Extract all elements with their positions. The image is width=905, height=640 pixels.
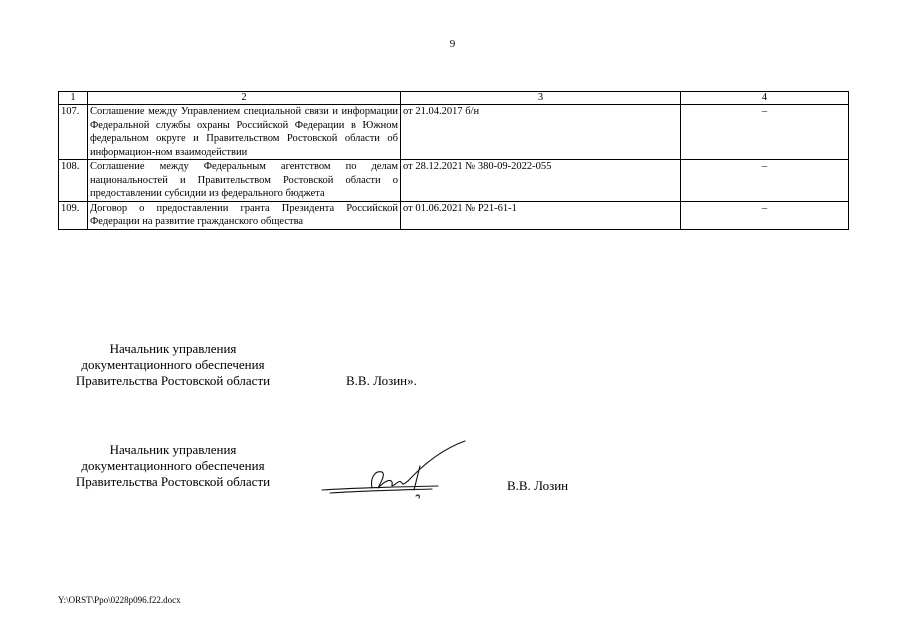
- document-name: Соглашение между Управлением специальной связи и информации Федеральной службы охраны Российской Федерации в Южном федеральном округе и Правительством Ростовской области об информацион-ном взаимодействии: [88, 105, 401, 160]
- document-name: Договор о предоставлении гранта Президента Российской Федерации на развитие гражданского общества: [88, 201, 401, 229]
- title-line: Правительства Ростовской области: [75, 373, 271, 388]
- table-row: [59, 160, 849, 202]
- document-name: Соглашение между Федеральным агентством по делам национальностей и Правительством Ростовской области о предоставлении субсидии из федерального бюджета: [88, 160, 401, 202]
- column-header-4: 4: [681, 92, 849, 105]
- official-name: В.В. Лозин».: [346, 373, 417, 388]
- title-line: Правительства Ростовской области: [75, 474, 271, 489]
- title-line: Начальник управления: [109, 442, 237, 457]
- handwritten-signature: [320, 438, 470, 503]
- title-line: документационного обеспечения: [81, 458, 265, 473]
- title-line: Начальник управления: [109, 341, 237, 356]
- column-header-3: 3: [401, 92, 681, 105]
- row-number: 109.: [59, 201, 88, 229]
- table-row: [59, 201, 849, 229]
- document-details: от 01.06.2021 № Р21-61-1: [401, 201, 681, 229]
- document-note: –: [681, 160, 849, 202]
- document-details: от 21.04.2017 б/н: [401, 105, 681, 160]
- document-details: от 28.12.2021 № 380-09-2022-055: [401, 160, 681, 202]
- document-note: –: [681, 201, 849, 229]
- official-title: [58, 341, 288, 389]
- column-header-1: 1: [59, 92, 88, 105]
- table-row: [59, 105, 849, 160]
- document-note: –: [681, 105, 849, 160]
- official-name: В.В. Лозин: [507, 478, 569, 493]
- row-number: 107.: [59, 105, 88, 160]
- page-number: 9: [449, 38, 456, 50]
- file-path-footer: Y:\ORST\Ppo\0228p096.f22.docx: [58, 595, 181, 605]
- documents-table: [58, 91, 849, 230]
- official-title: [58, 442, 288, 490]
- title-line: документационного обеспечения: [81, 357, 265, 372]
- table-header-row: [59, 92, 849, 105]
- column-header-2: 2: [88, 92, 401, 105]
- row-number: 108.: [59, 160, 88, 202]
